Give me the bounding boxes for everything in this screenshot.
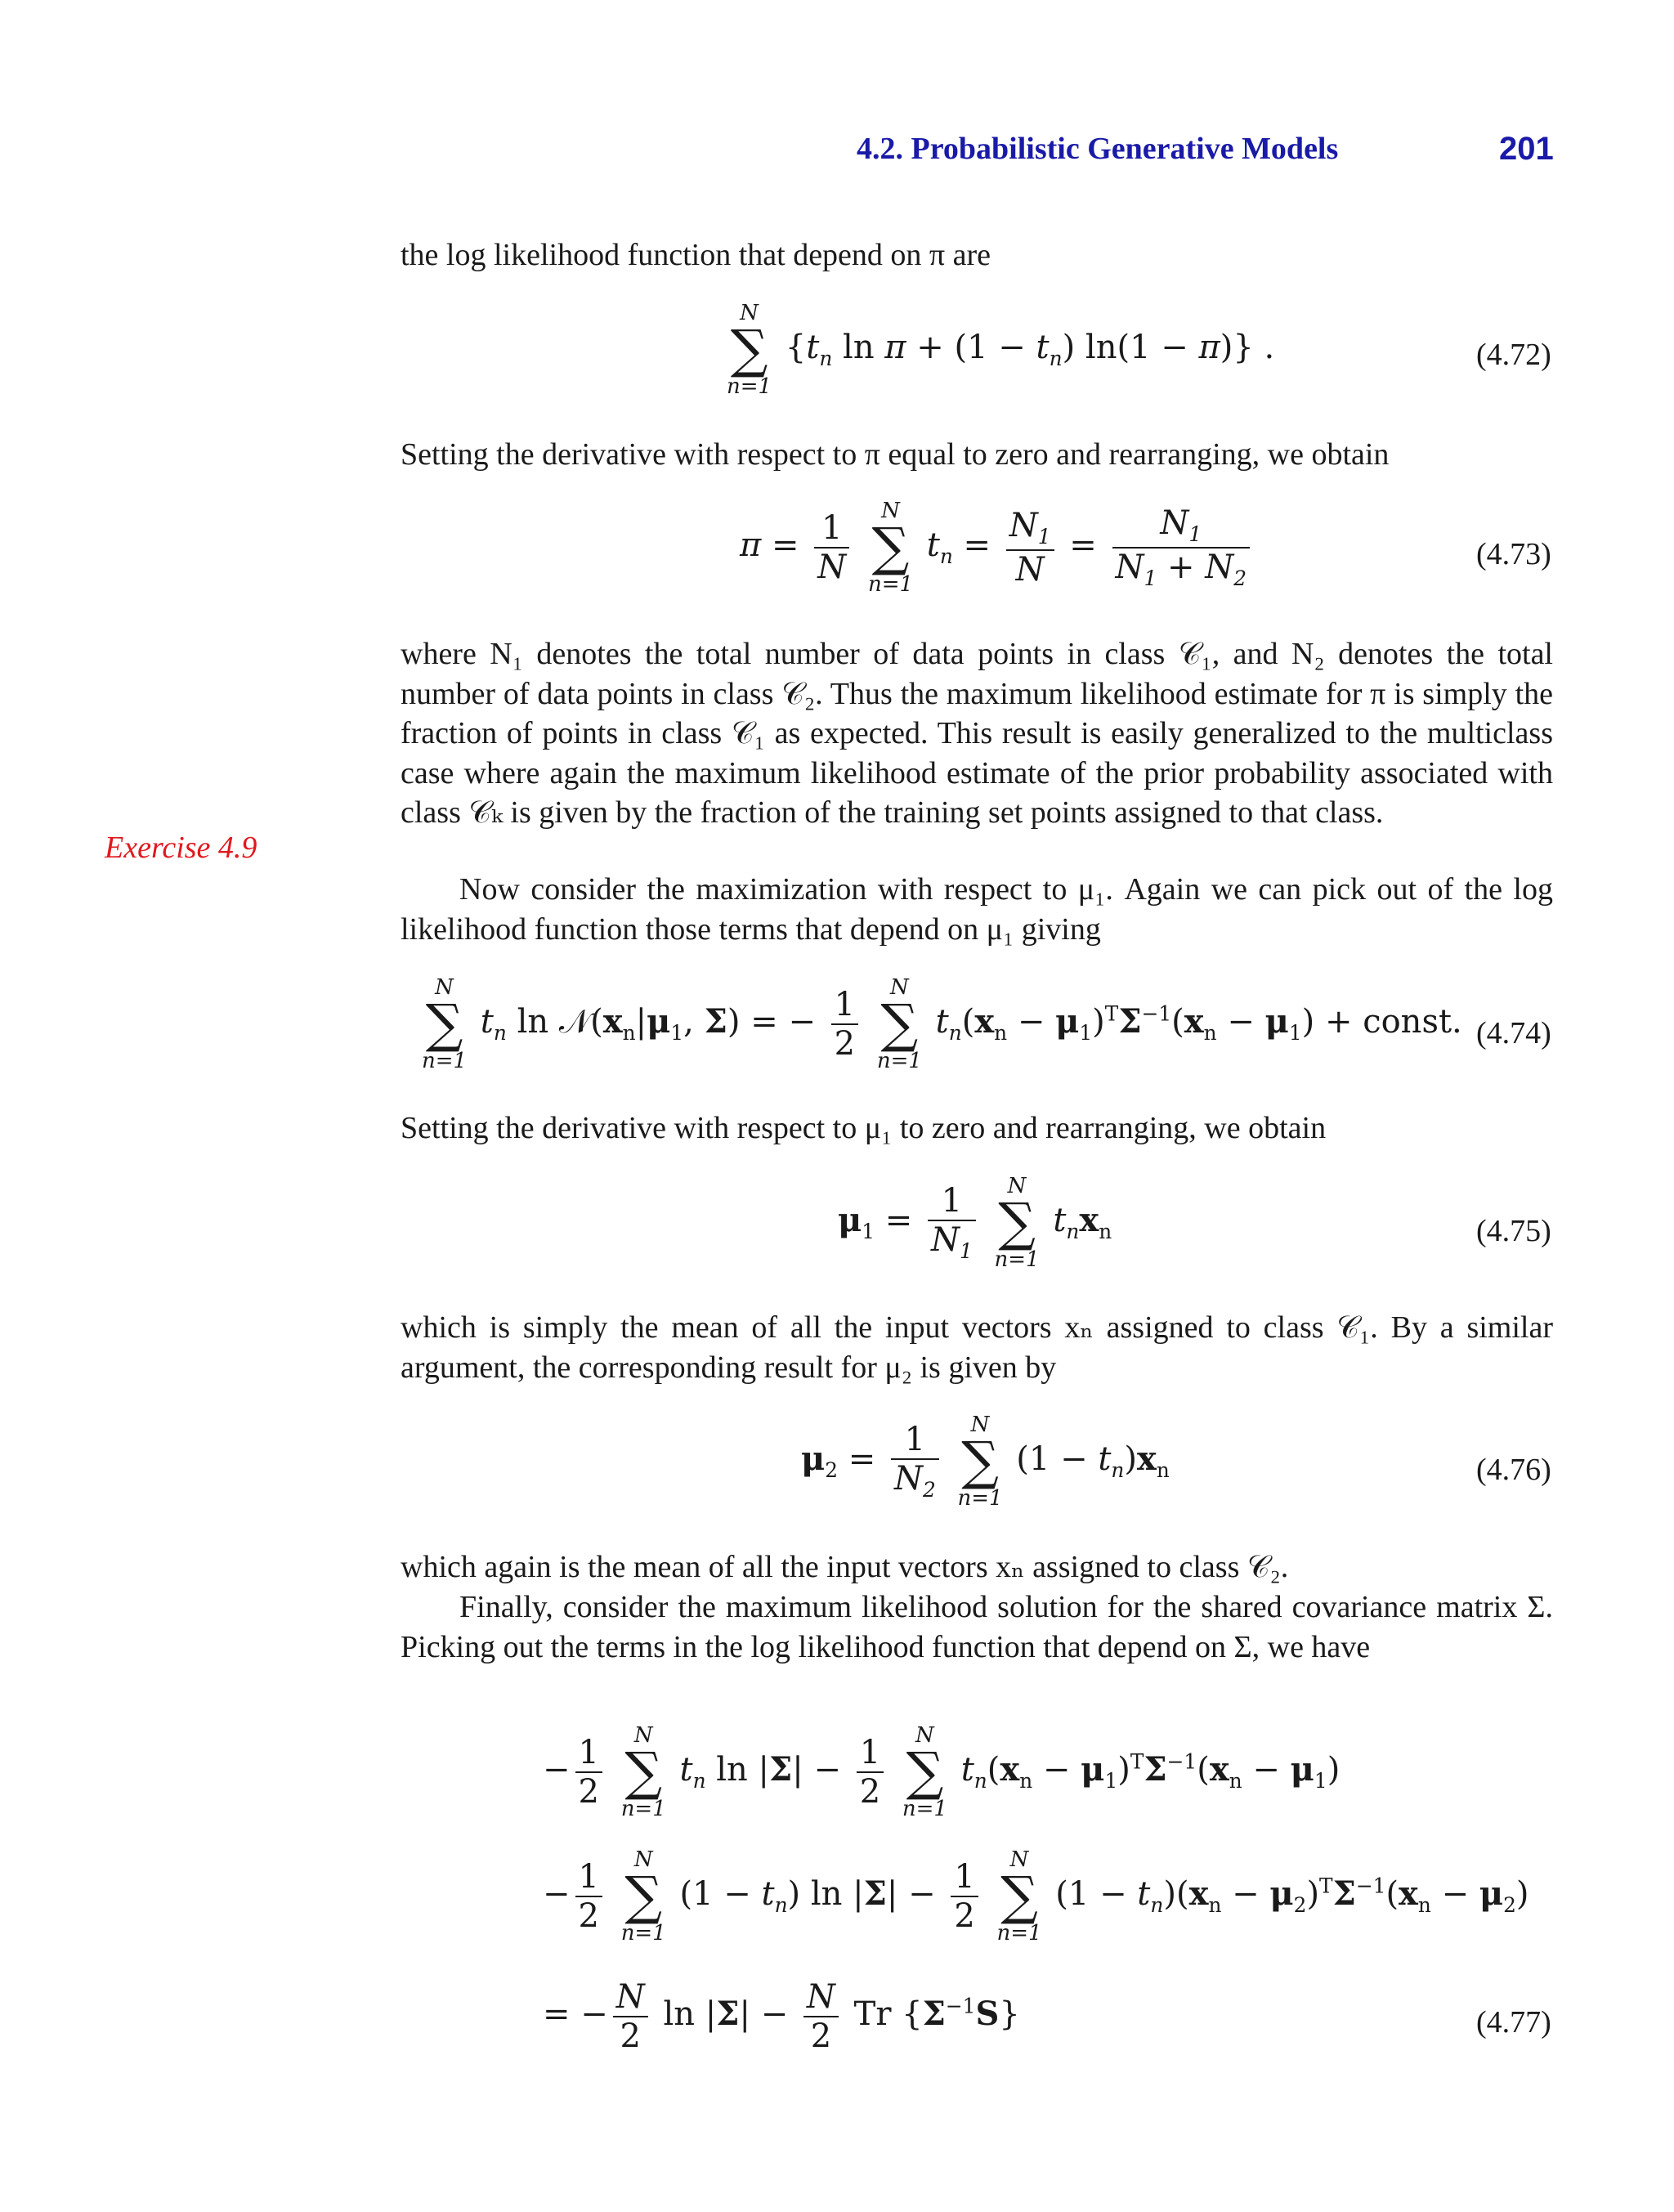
equation-4-72: N ∑ n=1 {$t_n$ $\ln \pi + (1 - t_n)$ ln(1 − π)} . [727,301,1275,399]
paragraph-3: where N₁ denotes the total number of data points in class 𝒞₁, and N₂ denotes the total number of data points in class 𝒞₂. Thus the maximum likelihood estimate for π is simply the fraction of points in class 𝒞₁ as expected. This result is easily generalized to the multiclass case where again the maximum likelihood estimate of the prior probability associated with class 𝒞ₖ is given by the fraction of the training set points assigned to that class. [401,637,1553,830]
paragraph-6: which is simply the mean of all the input vectors xₙ assigned to class 𝒞₁. By a similar argument, the corresponding result for μ₂ is given by [401,1310,1553,1385]
equation-number-4-77: (4.77) [1476,2005,1551,2040]
equation-number-4-73: (4.73) [1476,537,1551,571]
equation-4-73: π = $\frac{1}{N}$ N ∑ n=1 $t_n$ = $\frac{N_1}{N}$ = $\frac{N_1}{N_1 + N_2}$ [740,500,1255,595]
equation-4-77-line-1: − $\frac{1}{2}$ N ∑ n=1 $t_n$ ln |Σ| − $\frac{1}{2}$ N ∑ n=1 $t_n(x_n - \mu_1)^T\Sigma^{-1}(x_n - \mu_1)$ [543,1723,1341,1821]
equation-number-4-74: (4.74) [1476,1016,1551,1050]
equation-number-4-72: (4.72) [1476,338,1551,372]
equation-number-4-76: (4.76) [1476,1453,1551,1487]
paragraph-4 [401,870,1553,949]
paragraph-2: Setting the derivative with respect to π equal to zero and rearranging, we obtain [401,437,1390,472]
equation-4-74: N ∑ n=1 $t_n$ $\ln 𝒩(x_n|\mu_1$, Σ) = − $\frac{1}{2}$ N ∑ n=1 $t_n(x_n - \mu_1)^T\Sigma^{-1}(x_n - \mu_1)$ + const. [422,975,1462,1073]
paragraph-1: the log likelihood function that depend on π are [401,238,991,272]
equation-4-76: $\mu_2$ = $\frac{1}{N_2}$ N ∑ n=1 $(1 - t_n)x_n$ [801,1413,1170,1511]
equation-number-4-75: (4.75) [1476,1214,1551,1248]
exercise-margin-note[interactable]: Exercise 4.9 [105,831,257,865]
paragraph-8 [401,1587,1553,1667]
paragraph-8-text: Finally, consider the maximum likelihood solution for the shared covariance matrix Σ. Picking out the terms in the log likelihood function that depend on Σ, we have [401,1590,1553,1664]
page-number: 201 [1499,131,1554,167]
equation-4-77-line-2: − $\frac{1}{2}$ N ∑ n=1 $(1 - t_n)$ ln |Σ| − $\frac{1}{2}$ N ∑ n=1 $(1 - t_n)(x_n - \mu_2)^T\Sigma^{-1}(x_n - \mu_2)$ [543,1847,1529,1946]
running-header-title: 4.2. Probabilistic Generative Models [857,132,1339,166]
paragraph-5: Setting the derivative with respect to μ₁ to zero and rearranging, we obtain [401,1111,1327,1145]
equation-4-75: $\mu_1$ = $\frac{1}{N_1}$ N ∑ n=1 $t_nx_n$ [838,1174,1112,1272]
equation-4-77-line-3: = − $\frac{N}{2}$ ln |Σ| − $\frac{N}{2}$ Tr $\{\Sigma^{-1}S\}$ [543,1978,1020,2055]
paragraph-7: which again is the mean of all the input vectors xₙ assigned to class 𝒞₂. [401,1550,1289,1584]
paragraph-4-text: Now consider the maximization with respect to μ₁. Again we can pick out of the log likelihood function those terms that depend on μ₁ giving [401,872,1553,947]
